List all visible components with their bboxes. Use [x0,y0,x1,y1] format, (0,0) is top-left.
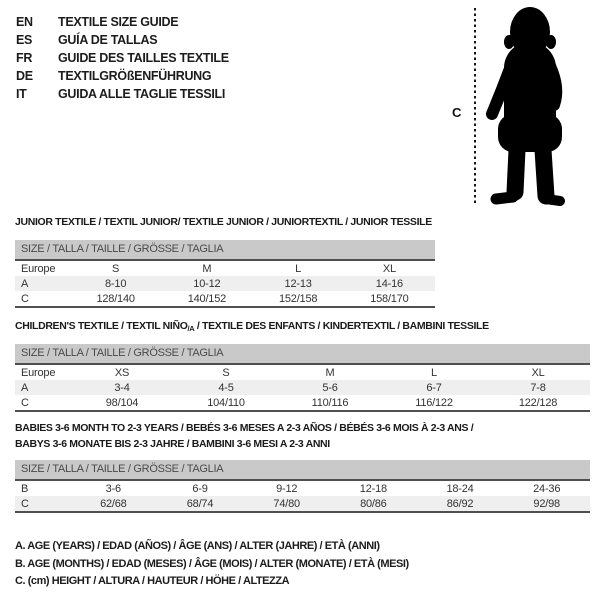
table-row [15,365,590,380]
language-code: DE [16,69,33,83]
table-body [15,365,590,410]
row-label: Europe [21,262,56,275]
size-value-cell: XS [114,366,130,379]
size-value-cell: 92/98 [533,497,560,510]
section-title-subscript: /A [187,324,195,333]
size-value-cell: S [222,366,230,379]
table-row [15,481,590,496]
footnotes [15,538,409,591]
size-value-cell: M [202,262,212,275]
size-value-cell: L [431,366,437,379]
row-label: C [21,497,29,510]
size-value-cell: L [295,262,302,275]
footnote-a: A. AGE (YEARS) / EDAD (AÑOS) / ÂGE (ANS) / ALTER (JAHRE) / ETÀ (ANNI) [15,540,380,552]
babies-size-table [15,460,590,513]
size-value-cell: S [112,262,120,275]
row-label: Europe [21,366,56,379]
size-value-cell: 6-7 [426,381,442,394]
size-value-cell: 5-6 [322,381,338,394]
section-title-line2: BABYS 3-6 MONATE BIS 2-3 JAHRE / BAMBINI 3-6 MESI A 2-3 ANNI [15,438,330,450]
language-row-es [16,31,229,49]
size-value-cell: 3-6 [105,482,121,495]
size-value-cell: 7-8 [530,381,546,394]
table-body [15,481,590,511]
row-label: B [21,482,29,495]
size-value-cell: 104/110 [207,396,245,409]
language-row-fr [16,49,229,67]
row-label: C [21,292,29,305]
size-header-bar: SIZE / TALLA / TAILLE / GRÖSSE / TAGLIA [15,240,435,261]
size-value-cell: 98/104 [105,396,139,409]
row-label: C [21,396,29,409]
size-header-bar: SIZE / TALLA / TAILLE / GRÖSSE / TAGLIA [15,460,590,481]
section-title-text: / TEXTILE DES ENFANTS / KINDERTEXTIL / BAMBINI TESSILE [194,320,489,332]
size-value-cell: 3-4 [114,381,130,394]
section-title-text: CHILDREN'S TEXTILE / TEXTIL NIÑO [15,320,188,332]
size-value-cell: 116/122 [415,396,453,409]
height-marker-label: C [452,105,462,120]
size-value-cell: XL [382,262,396,275]
children-size-table [15,344,590,412]
language-code: FR [16,51,33,65]
table-row [15,496,590,511]
junior-size-table [15,240,435,308]
section-title-junior [15,214,432,230]
section-title-babies [15,420,473,452]
toddler-silhouette-image [480,4,595,209]
table-row [15,395,590,410]
size-value-cell: M [325,366,335,379]
section-title-text: JUNIOR TEXTILE / TEXTIL JUNIOR/ TEXTILE JUNIOR / JUNIORTEXTIL / JUNIOR TESSILE [15,216,432,228]
size-value-cell: 9-12 [276,482,298,495]
language-title-list [16,13,229,103]
language-label: GUÍA DE TALLAS [58,33,158,47]
language-row-en [16,13,229,31]
size-value-cell: 24-36 [533,482,561,495]
table-body [15,261,435,306]
language-code: IT [16,87,27,101]
size-value-cell: 14-16 [375,277,403,290]
size-header-bar: SIZE / TALLA / TAILLE / GRÖSSE / TAGLIA [15,344,590,365]
size-value-cell: 68/74 [186,497,214,510]
size-value-cell: 74/80 [273,497,300,510]
size-value-cell: 12-18 [359,482,387,495]
size-value-cell: 6-9 [192,482,208,495]
size-value-cell: 10-12 [193,277,221,290]
size-value-cell: 12-13 [284,277,312,290]
row-label: A [21,381,29,394]
table-row [15,291,435,306]
size-value-cell: 110/116 [311,396,349,409]
table-row [15,261,435,276]
size-value-cell: 80/86 [360,497,387,510]
size-value-cell: 158/170 [370,292,409,305]
language-code: EN [16,15,33,29]
language-label: GUIDA ALLE TAGLIE TESSILI [58,87,226,101]
size-value-cell: 18-24 [446,482,474,495]
height-dashed-line [474,8,476,206]
section-title-children [15,318,489,337]
size-value-cell: 122/128 [518,396,558,409]
section-title-line1: BABIES 3-6 MONTH TO 2-3 YEARS / BEBÉS 3-6 MESES A 2-3 AÑOS / BÉBÉS 3-6 MOIS À 2-3 ANS / [15,422,474,434]
language-row-de [16,67,229,85]
footnote-b: B. AGE (MONTHS) / EDAD (MESES) / ÂGE (MOIS) / ALTER (MONATE) / ETÀ (MESI) [15,557,409,570]
language-label: GUIDE DES TAILLES TEXTILE [58,51,229,65]
language-label: TEXTILE SIZE GUIDE [58,15,179,29]
size-value-cell: 8-10 [105,277,127,290]
language-label: TEXTILGRÖßENFÜHRUNG [58,69,212,83]
footnote-c: C. (cm) HEIGHT / ALTURA / HAUTEUR / HÖHE / ALTEZZA [15,575,290,587]
size-value-cell: 86/92 [446,497,474,510]
size-value-cell: 4-5 [218,381,234,394]
language-code: ES [16,33,33,47]
size-value-cell: 128/140 [96,292,135,305]
table-row [15,380,590,395]
size-value-cell: 152/158 [278,292,318,305]
size-value-cell: 140/152 [187,292,227,305]
language-row-it [16,85,229,103]
size-value-cell: 62/68 [100,497,127,510]
row-label: A [21,277,29,290]
table-row [15,276,435,291]
size-value-cell: XL [531,366,545,379]
